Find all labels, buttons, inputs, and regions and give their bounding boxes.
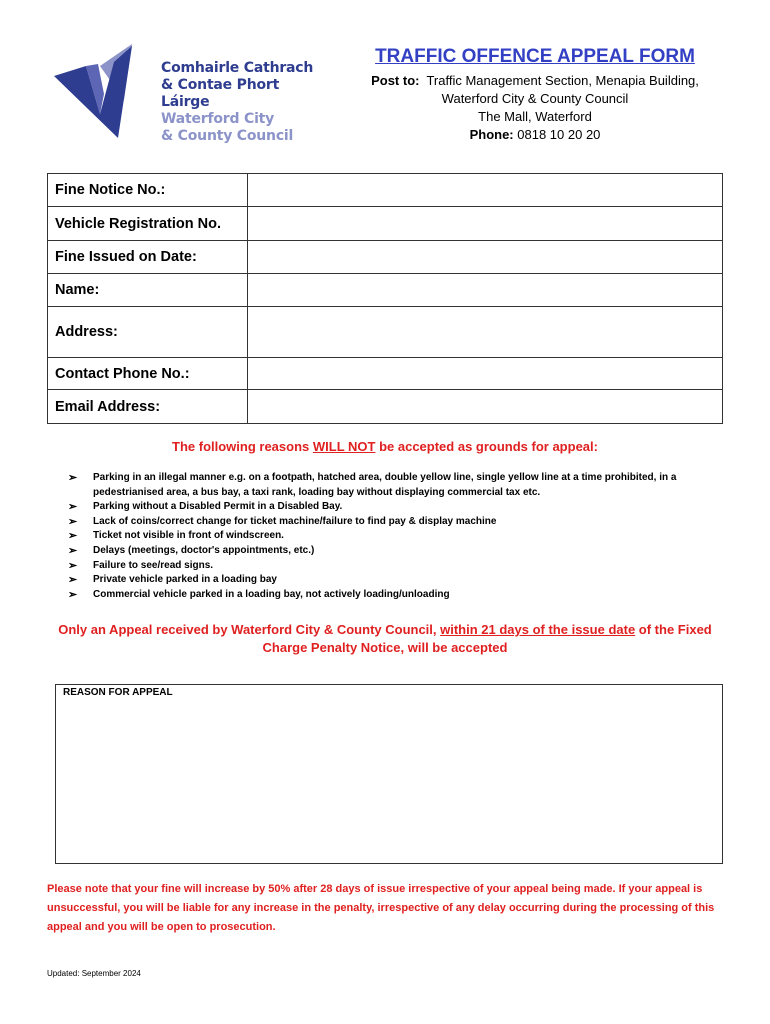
- reason-text: Commercial vehicle parked in a loading bay, not actively loading/unloading: [93, 588, 450, 600]
- field-label-fine-notice: Fine Notice No.:: [48, 174, 248, 207]
- post-label: Post to:: [371, 73, 420, 88]
- reason-text: Private vehicle parked in a loading bay: [93, 574, 277, 586]
- council-logo: [52, 44, 322, 144]
- logo-line: Comhairle Cathrach: [161, 60, 314, 76]
- list-item: [68, 544, 708, 559]
- arrow-bullet-icon: ➢: [68, 472, 78, 484]
- form-header: [350, 46, 720, 144]
- logo-line: & Contae Phort Láirge: [161, 77, 280, 110]
- field-label-contact-phone: Contact Phone No.:: [48, 358, 248, 390]
- address-line: The Mall, Waterford: [478, 109, 592, 124]
- name-field[interactable]: [248, 274, 723, 307]
- list-item: [68, 529, 708, 544]
- reason-text: Delays (meetings, doctor's appointments, etc.): [93, 544, 315, 556]
- arrow-bullet-icon: ➢: [68, 501, 78, 514]
- list-item: [68, 515, 708, 530]
- arrow-bullet-icon: ➢: [68, 588, 78, 601]
- phone-label: Phone:: [469, 127, 514, 142]
- fine-date-field[interactable]: [248, 241, 723, 274]
- reason-text: Parking without a Disabled Permit in a Disabled Bay.: [93, 501, 343, 513]
- reason-text: Ticket not visible in front of windscreen.: [93, 530, 284, 542]
- table-row: [48, 174, 723, 207]
- fine-notice-field[interactable]: [248, 174, 723, 207]
- list-item: [68, 573, 708, 588]
- reason-for-appeal-field[interactable]: [55, 684, 723, 864]
- logo-line: & County Council: [161, 128, 294, 144]
- address-line: Traffic Management Section, Menapia Building,: [426, 73, 699, 88]
- warning-text: The following reasons: [172, 439, 313, 454]
- deadline-notice: [47, 621, 723, 657]
- table-row: [48, 207, 723, 241]
- reason-text: Failure to see/read signs.: [93, 559, 214, 571]
- email-field[interactable]: [248, 390, 723, 424]
- deadline-text: Only an Appeal received by Waterford City & County Council,: [58, 622, 441, 637]
- warning-text: be accepted as grounds for appeal:: [375, 439, 598, 454]
- vehicle-registration-field[interactable]: [248, 207, 723, 241]
- postal-address: [350, 72, 720, 144]
- appeal-details-table: [47, 173, 723, 424]
- field-label-name: Name:: [48, 274, 248, 307]
- address-field[interactable]: [248, 307, 723, 358]
- form-title: TRAFFIC OFFENCE APPEAL FORM: [375, 46, 695, 67]
- arrow-bullet-icon: ➢: [68, 530, 78, 543]
- field-label-email: Email Address:: [48, 390, 248, 424]
- not-accepted-heading: [47, 439, 723, 454]
- council-logo-text: [161, 60, 322, 145]
- table-row: [48, 307, 723, 358]
- deadline-emphasis: within 21 days of the issue date: [440, 622, 636, 637]
- list-item: [68, 471, 708, 500]
- arrow-bullet-icon: ➢: [68, 544, 78, 557]
- address-line: Waterford City & County Council: [441, 91, 629, 106]
- table-row: [48, 274, 723, 307]
- logo-line: Waterford City: [161, 111, 275, 127]
- arrow-bullet-icon: ➢: [68, 574, 78, 587]
- deadline-text: of the Fixed Charge Penalty Notice, will be accepted: [262, 622, 712, 655]
- council-logo-icon: [52, 44, 162, 144]
- table-row: [48, 241, 723, 274]
- table-row: [48, 358, 723, 390]
- reason-text: Lack of coins/correct change for ticket machine/failure to find pay & display machine: [93, 515, 497, 527]
- arrow-bullet-icon: ➢: [68, 559, 78, 572]
- list-item: [68, 500, 708, 515]
- field-label-address: Address:: [48, 307, 248, 358]
- field-label-fine-date: Fine Issued on Date:: [48, 241, 248, 274]
- field-label-vehicle-registration: Vehicle Registration No.: [48, 207, 248, 241]
- phone-number: 0818 10 20 20: [517, 127, 601, 142]
- rejected-reasons-list: [68, 471, 708, 602]
- arrow-bullet-icon: ➢: [68, 515, 78, 528]
- reason-for-appeal-label: REASON FOR APPEAL: [63, 687, 173, 698]
- contact-phone-field[interactable]: [248, 358, 723, 390]
- list-item: [68, 559, 708, 574]
- table-row: [48, 390, 723, 424]
- penalty-warning-note: Please note that your fine will increase by 50% after 28 days of issue irrespective of your appeal being made. If your appeal is unsuccessful, you will be liable for any increase in the penalty, irrespective of any delay occurring during the processing of this appeal and you will be open to prosecution.: [47, 883, 715, 933]
- reason-text: Parking in an illegal manner e.g. on a footpath, hatched area, double yellow line, single yellow line at a time prohibited, in a pedestrianised area, a bus bay, a taxi rank, loading bay without displaying commercial tax etc.: [93, 472, 677, 498]
- list-item: [68, 588, 708, 603]
- updated-date: Updated: September 2024: [47, 969, 141, 978]
- warning-emphasis: WILL NOT: [312, 439, 376, 454]
